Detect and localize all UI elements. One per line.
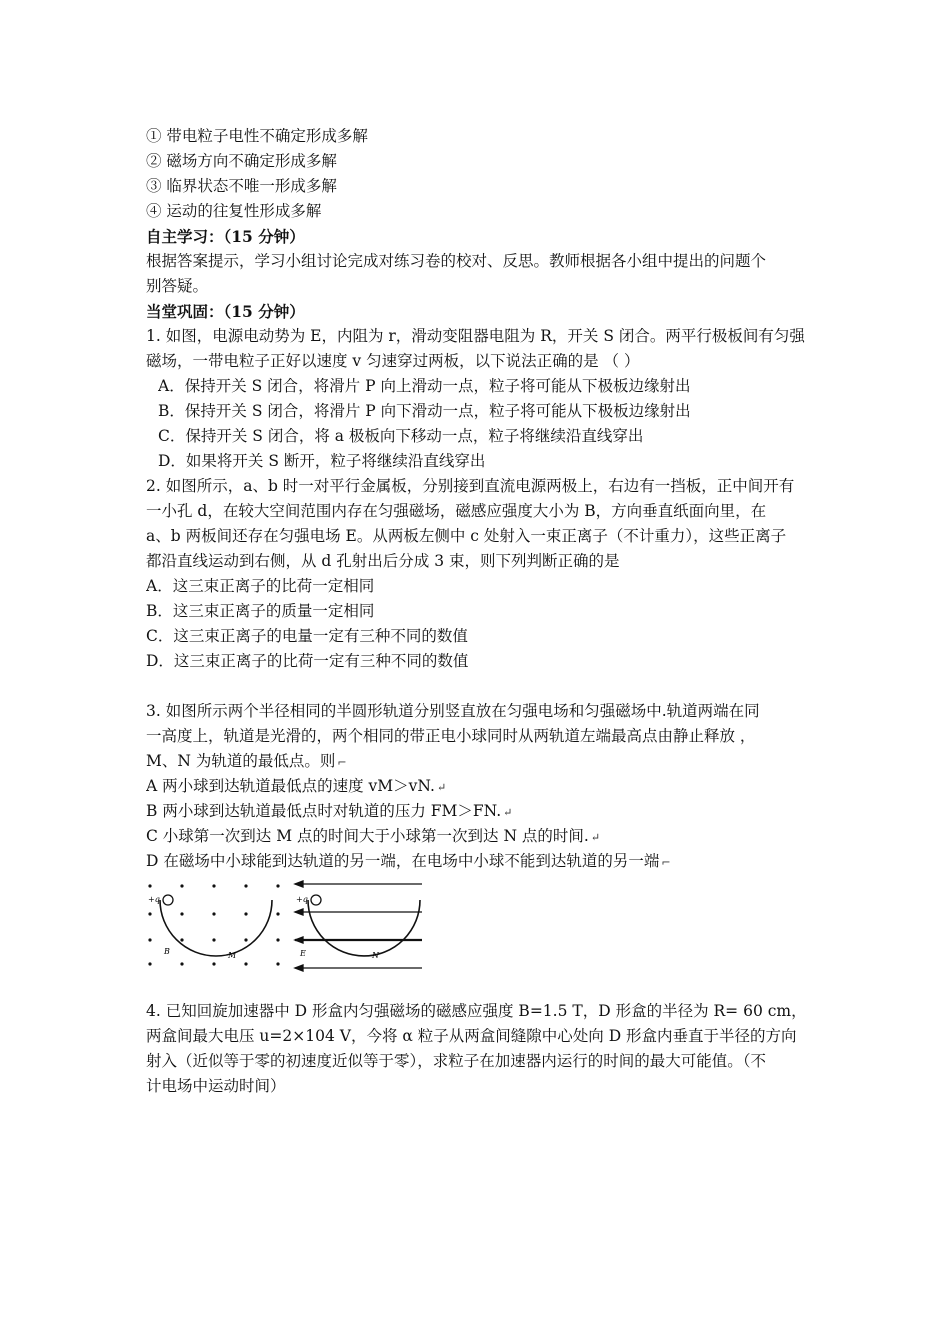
line-break-icon: ↵	[436, 780, 447, 794]
q1-option-a: A．保持开关 S 闭合，将滑片 P 向上滑动一点，粒子将可能从下极板边缘射出	[158, 377, 691, 395]
right-semicircle-track	[308, 900, 420, 956]
left-point-label: M	[228, 951, 237, 960]
q3-option-c-text: C 小球第一次到达 M 点的时间大于小球第一次到达 N 点的时间.	[146, 827, 589, 845]
q1-option-d: D．如果将开关 S 断开，粒子将继续沿直线穿出	[158, 452, 486, 470]
self-study-text-2: 别答疑。	[146, 277, 209, 295]
reason-3: ③ 临界状态不唯一形成多解	[146, 177, 337, 195]
q4-stem-4: 计电场中运动时间）	[146, 1077, 286, 1095]
q3-stem-3-text: M、N 为轨道的最低点。则	[146, 752, 336, 770]
q4-stem-3: 射入（近似等于零的初速度近似等于零），求粒子在加速器内运行的时间的最大可能值。（不	[146, 1052, 767, 1070]
q3-figure	[140, 876, 430, 976]
line-break-icon: ↵	[590, 830, 601, 844]
q1-option-c: C．保持开关 S 闭合，将 a 极板向下移动一点，粒子将继续沿直线穿出	[158, 427, 644, 445]
q3-stem-2: 一高度上，轨道是光滑的，两个相同的带正电小球同时从两轨道左端最高点由静止释放 ，	[146, 727, 756, 745]
q1-option-b: B．保持开关 S 闭合，将滑片 P 向下滑动一点，粒子将可能从下极板边缘射出	[158, 402, 691, 420]
q2-option-a: A．这三束正离子的比荷一定相同	[146, 577, 375, 595]
q4-stem-2: 两盒间最大电压 u=2×104 V，今将 α 粒子从两盒间缝隙中心处向 D 形盒内垂直于半径的方向	[146, 1027, 797, 1045]
q1-stem-1: 1. 如图，电源电动势为 E，内阻为 r，滑动变阻器电阻为 R，开关 S 闭合。两平行极板间有匀强	[146, 327, 805, 345]
self-study-text-1: 根据答案提示，学习小组讨论完成对练习卷的校对、反思。教师根据各小组中提出的问题个	[146, 252, 767, 270]
right-field-label: E	[300, 949, 306, 958]
q2-stem-3: a、b 两板间还存在匀强电场 E。从两板左侧中 c 处射入一束正离子（不计重力），这些正离子	[146, 527, 787, 545]
line-break-icon: ↵	[503, 805, 513, 819]
paragraph-mark-icon: ⌐	[337, 755, 347, 769]
q3-stem-1: 3. 如图所示两个半径相同的半圆形轨道分别竖直放在匀强电场和匀强磁场中.轨道两端在同	[146, 702, 760, 720]
reason-4: ④ 运动的往复性形成多解	[146, 202, 322, 220]
q1-stem-2: 磁场，一带电粒子正好以速度 v 匀速穿过两板，以下说法正确的是 （ ）	[146, 352, 640, 370]
q3-option-d-text: D 在磁场中小球能到达轨道的另一端，在电场中小球不能到达轨道的另一端	[146, 852, 660, 870]
self-study-heading: 自主学习：（15 分钟）	[146, 227, 305, 246]
q3-option-b	[146, 799, 820, 824]
q2-stem-1: 2. 如图所示，a、b 时一对平行金属板，分别接到直流电源两极上，右边有一挡板，正中间开有	[146, 477, 795, 495]
right-ball	[311, 895, 321, 905]
q3-figure-svg	[140, 876, 430, 976]
q3-option-d	[146, 849, 820, 874]
right-point-label: N	[372, 951, 379, 960]
q2-option-d: D．这三束正离子的比荷一定有三种不同的数值	[146, 652, 469, 670]
left-charge-label: +q	[148, 895, 160, 904]
q3-option-b-text: B 两小球到达轨道最低点时对轨道的压力 FM＞FN.	[146, 802, 502, 820]
left-field-label: B	[164, 947, 170, 956]
consolidation-heading: 当堂巩固：（15 分钟）	[146, 302, 305, 321]
q2-option-b: B．这三束正离子的质量一定相同	[146, 602, 375, 620]
q2-stem-2: 一小孔 d，在较大空间范围内存在匀强磁场，磁感应强度大小为 B，方向垂直纸面向里，在	[146, 502, 767, 520]
q3-option-a	[146, 774, 820, 799]
q3-option-c	[146, 824, 820, 849]
q2-option-c: C．这三束正离子的电量一定有三种不同的数值	[146, 627, 468, 645]
paragraph-mark-icon: ⌐	[661, 855, 671, 869]
q3-option-a-text: A 两小球到达轨道最低点的速度 vM＞vN.	[146, 777, 435, 795]
q3-stem-3	[146, 749, 820, 774]
reason-1: ① 带电粒子电性不确定形成多解	[146, 127, 368, 145]
right-charge-label: +q	[296, 895, 308, 904]
reason-2: ② 磁场方向不确定形成多解	[146, 152, 337, 170]
q2-stem-4: 都沿直线运动到右侧，从 d 孔射出后分成 3 束，则下列判断正确的是	[146, 552, 620, 570]
q4-stem-1: 4. 已知回旋加速器中 D 形盒内匀强磁场的磁感应强度 B=1.5 T，D 形盒的半径为 R= 60 cm，	[146, 1002, 807, 1020]
left-semicircle-track	[160, 900, 272, 956]
left-ball	[163, 895, 173, 905]
